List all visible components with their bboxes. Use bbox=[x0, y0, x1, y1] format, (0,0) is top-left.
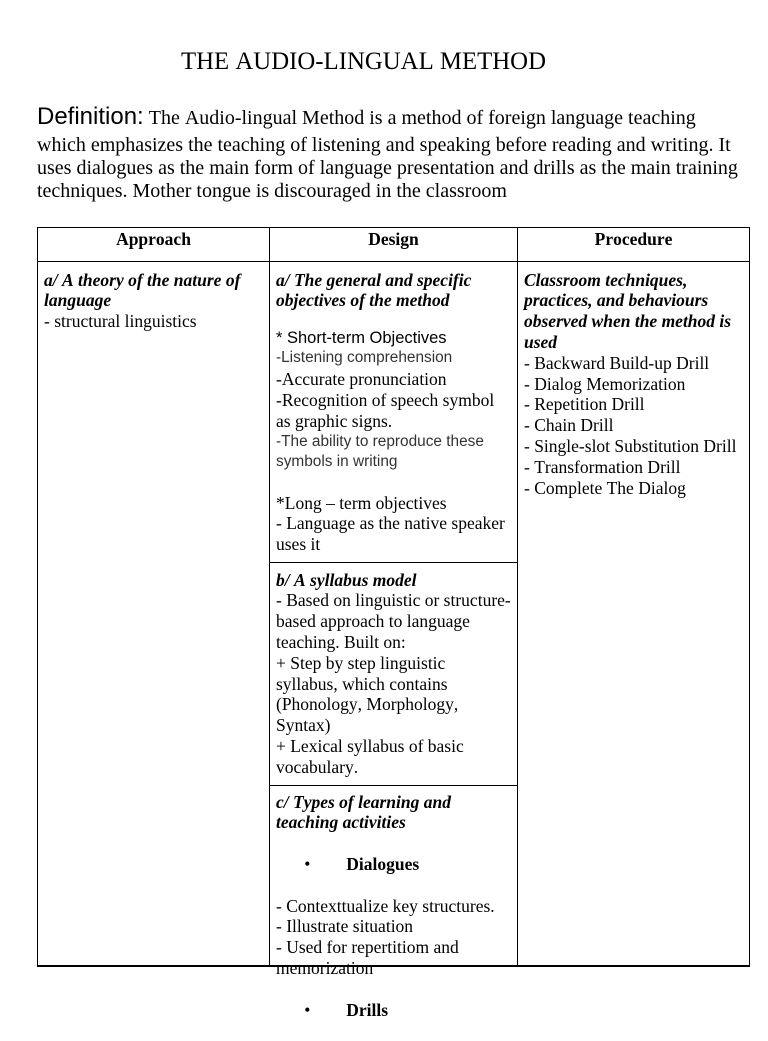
procedure-item: - Chain Drill bbox=[524, 415, 614, 436]
long-term-label: *Long – term objectives bbox=[276, 492, 447, 513]
definition-label: Definition: bbox=[37, 103, 144, 130]
procedure-item: - Backward Build-up Drill bbox=[524, 352, 710, 373]
header-approach: Approach bbox=[37, 227, 269, 261]
dialogues-item: - Used for repertitiom and memorization bbox=[276, 937, 459, 978]
design-activities-cell bbox=[269, 785, 517, 1020]
syllabus-item: + Lexical syllabus of basic vocabulary. bbox=[276, 735, 464, 777]
design-objectives-cell bbox=[269, 261, 517, 562]
dialogues-item: - Contexttualize key structures. bbox=[276, 895, 495, 916]
activities-heading: c/ Types of learning and teaching activities bbox=[276, 791, 451, 833]
long-term-item: - Language as the native speaker uses it bbox=[276, 513, 505, 555]
approach-cell bbox=[37, 261, 269, 967]
procedure-item: - Single-slot Substitution Drill bbox=[524, 435, 737, 456]
approach-item: - structural linguistics bbox=[44, 311, 197, 332]
syllabus-heading: b/ A syllabus model bbox=[276, 569, 417, 590]
procedure-item: - Repetition Drill bbox=[524, 394, 645, 415]
definition-text: The Audio-lingual Method is a method of foreign language teaching which emphasizes the teaching of listening and speaking before reading and writing. It uses dialogues as the main form of language presentation and drills as the main training techniques. Mother tongue is discouraged in the classroom bbox=[37, 107, 738, 202]
short-term-item: -Recognition of speech symbol as graphic signs. bbox=[276, 389, 495, 431]
short-term-label: * Short-term Objectives bbox=[276, 328, 447, 347]
header-design: Design bbox=[269, 227, 517, 261]
header-procedure: Procedure bbox=[517, 227, 750, 261]
procedure-heading: Classroom techniques, practices, and behaviours observed when the method is used bbox=[524, 269, 732, 352]
page-title: THE AUDIO-LINGUAL METHOD bbox=[181, 48, 546, 75]
objectives-heading: a/ The general and specific objectives of the method bbox=[276, 269, 472, 311]
bullet-icon: • bbox=[304, 999, 311, 1020]
procedure-item: - Complete The Dialog bbox=[524, 477, 686, 498]
dialogues-item: - Illustrate situation bbox=[276, 916, 414, 937]
procedure-cell bbox=[517, 261, 750, 967]
syllabus-item: - Based on linguistic or structure- based approach to language teaching. Built on: bbox=[276, 590, 511, 652]
procedure-item: - Dialog Memorization bbox=[524, 373, 686, 394]
short-term-item: -Accurate pronunciation bbox=[276, 369, 447, 390]
dialogues-label: Dialogues bbox=[346, 853, 420, 874]
drills-label: Drills bbox=[346, 999, 389, 1020]
definition-paragraph bbox=[37, 100, 762, 203]
design-syllabus-cell bbox=[269, 562, 517, 785]
procedure-item: - Transformation Drill bbox=[524, 456, 681, 477]
syllabus-item: + Step by step linguistic syllabus, which contains (Phonology, Morphology, Syntax) bbox=[276, 652, 459, 736]
bullet-item-drills bbox=[276, 979, 515, 1041]
bullet-item-dialogues bbox=[276, 833, 515, 895]
bullet-icon: • bbox=[304, 853, 311, 874]
approach-heading: a/ A theory of the nature of language bbox=[44, 269, 241, 311]
short-term-item: -The ability to reproduce these symbols in writing bbox=[276, 432, 484, 471]
short-term-item: -Listening comprehension bbox=[276, 349, 453, 367]
